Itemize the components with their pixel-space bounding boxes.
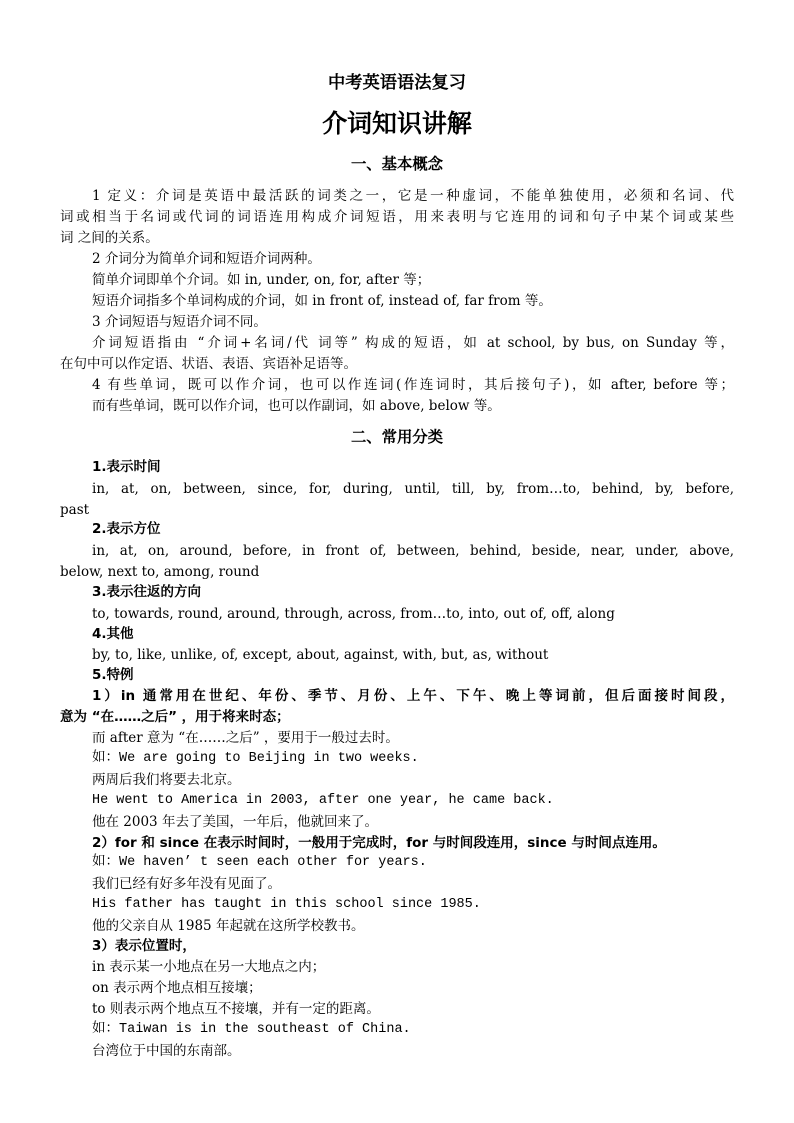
document-title: 介词知识讲解 <box>322 109 472 138</box>
category-position-heading: 2.表示方位 <box>92 521 161 537</box>
special-case-3-on-note: on 表示两个地点相互接壤； <box>92 980 262 996</box>
definition-3-line-3: 在句中可以作定语、状语、表语、宾语补足语等。 <box>60 356 357 372</box>
definition-3-line-2: 介词短语指由 “介词+名词/代 词等” 构成的短语，如 at school, by bus, on Sunday 等， <box>92 335 734 351</box>
definition-1-line-2: 词或相当于名词或代词的词语连用构成介词短语，用来表明与它连用的词和句子中某个词或某些 <box>60 209 734 225</box>
category-position-line-1: in, at, on, around, before, in front of, between, behind, beside, near, under, above, <box>92 543 734 559</box>
category-other-heading: 4.其他 <box>92 626 134 642</box>
category-time-heading: 1.表示时间 <box>92 459 161 475</box>
definition-2-line-3: 短语介词指多个单词构成的介词，如 in front of, instead of, far from 等。 <box>92 293 552 309</box>
special-case-3-example-chinese: 台湾位于中国的东南部。 <box>92 1043 241 1059</box>
definition-4-line-1: 4 有些单词，既可以作介词，也可以作连词(作连词时，其后接句子)，如 after, before 等； <box>92 377 734 393</box>
special-case-3-example-english: 如：Taiwan is in the southeast of China. <box>92 1022 411 1037</box>
special-case-1-example-1-chinese: 两周后我们将要去北京。 <box>92 772 241 788</box>
special-case-1-example-2-english: He went to America in 2003, after one year, he came back. <box>92 793 554 808</box>
definition-1-line-1: 1 定义：介词是英语中最活跃的词类之一，它是一种虚词，不能单独使用，必须和名词、代 <box>92 188 734 204</box>
special-case-3-to-note: to 则表示两个地点互不接壤，并有一定的距离。 <box>92 1001 380 1017</box>
special-cases-heading: 5.特例 <box>92 667 134 683</box>
section-heading-common-categories: 二、常用分类 <box>350 428 444 446</box>
section-heading-basic-concepts: 一、基本概念 <box>350 155 444 173</box>
special-case-2-example-1-english: 如：We haven’ t seen each other for years. <box>92 855 427 870</box>
special-case-3-rule: 3）表示位置时， <box>92 938 196 954</box>
category-time-line-1: in, at, on, between, since, for, during, until, till, by, from…to, behind, by, before, <box>92 481 734 497</box>
category-direction-line-1: to, towards, round, around, through, across, from…to, into, out of, off, along <box>92 606 615 622</box>
special-case-2-example-2-english: His father has taught in this school since 1985. <box>92 897 481 912</box>
definition-4-line-2: 而有些单词，既可以作介词，也可以作副词，如 above, below 等。 <box>92 398 501 414</box>
definition-1-line-3: 词 之间的关系。 <box>60 230 159 246</box>
category-direction-heading: 3.表示往返的方向 <box>92 584 202 600</box>
special-case-1-example-1-english: 如：We are going to Beijing in two weeks. <box>92 751 419 766</box>
special-case-2-rule: 2）for 和 since 在表示时间时，一般用于完成时，for 与时间段连用，since 与时间点连用。 <box>92 835 666 851</box>
category-position-line-2: below, next to, among, round <box>60 564 260 580</box>
special-case-1-example-2-chinese: 他在 2003 年去了美国，一年后，他就回来了。 <box>92 814 378 830</box>
special-case-3-in-note: in 表示某一小地点在另一大地点之内； <box>92 959 326 975</box>
document-supertitle: 中考英语语法复习 <box>327 73 467 93</box>
definition-2-line-2: 简单介词即单个介词。如 in, under, on, for, after 等； <box>92 272 431 288</box>
category-time-line-2: past <box>60 502 90 518</box>
special-case-1-rule-line-1: 1）in 通常用在世纪、年份、季节、月份、上午、下午、晚上等词前，但后面接时间段， <box>92 688 734 704</box>
special-case-2-example-1-chinese: 我们已经有好多年没有见面了。 <box>92 876 281 892</box>
special-case-1-rule-line-2: 意为 “在……之后” ，用于将来时态； <box>60 709 290 725</box>
definition-2-line-1: 2 介词分为简单介词和短语介词两种。 <box>92 251 321 267</box>
category-other-line-1: by, to, like, unlike, of, except, about, against, with, but, as, without <box>92 647 549 663</box>
special-case-2-example-2-chinese: 他的父亲自从 1985 年起就在这所学校教书。 <box>92 918 365 934</box>
special-case-1-after-note: 而 after 意为 “在……之后” ，要用于一般过去时。 <box>92 730 399 746</box>
definition-3-line-1: 3 介词短语与短语介词不同。 <box>92 314 267 330</box>
